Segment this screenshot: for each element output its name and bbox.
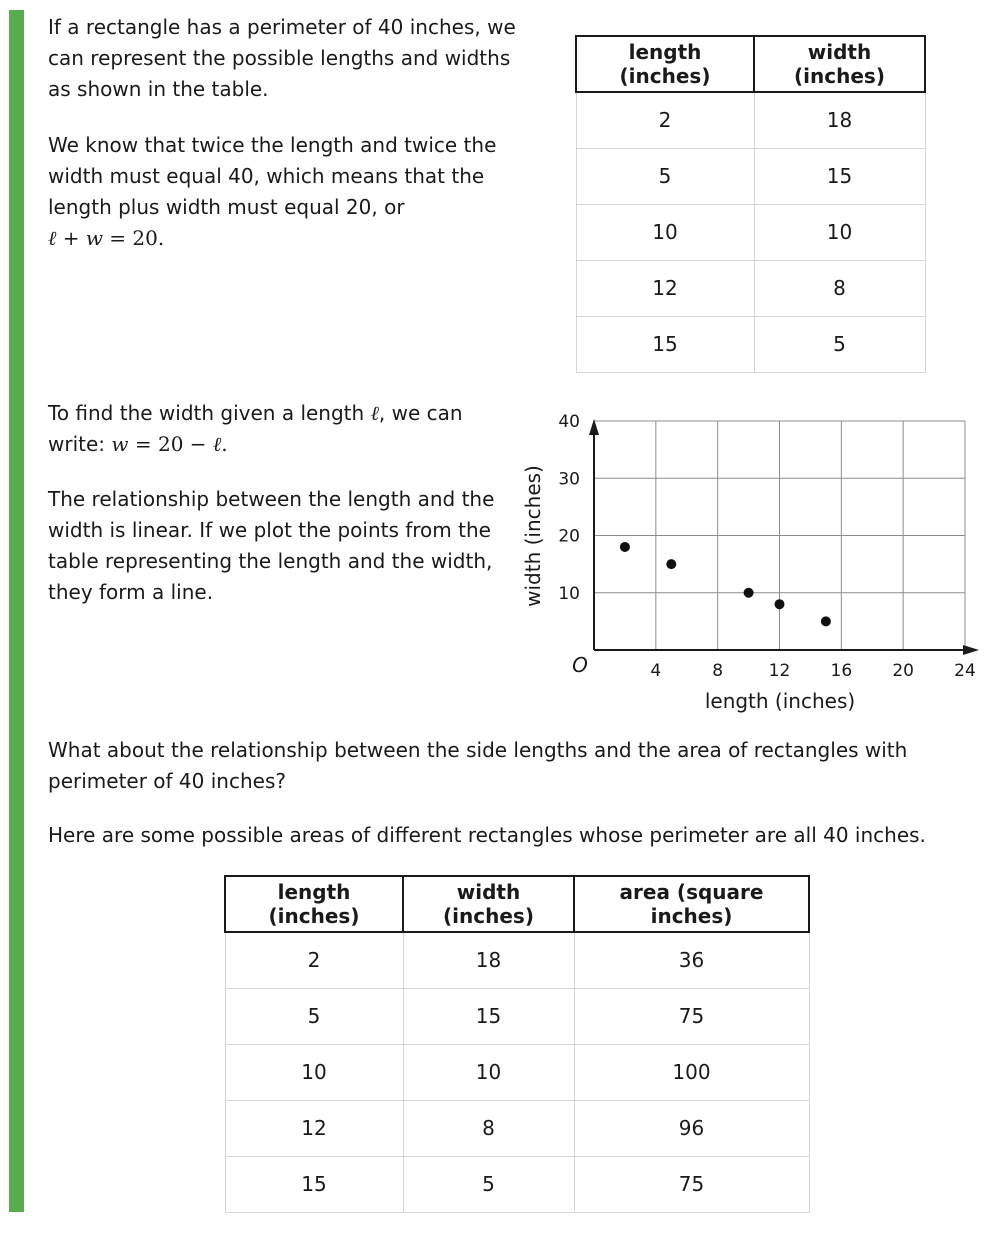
math-ell: ℓ [212,432,222,456]
data-point [666,559,676,569]
table-cell: 15 [403,988,574,1044]
column-header: length (inches) [576,36,754,92]
table-cell: 12 [225,1100,403,1156]
table-cell: 5 [403,1156,574,1212]
x-tick-label: 24 [954,661,976,681]
column-header: width (inches) [754,36,925,92]
column-header: length (inches) [225,876,403,932]
length-width-area-table [224,875,810,1213]
table-cell: 18 [403,932,574,988]
x-axis-arrow [963,645,979,655]
table-row [576,148,925,204]
sum-paragraph [48,130,508,254]
linear-relationship-paragraph: The relationship between the length and the width is linear. If we plot the points from the table representing the length and the width, they form a line. [48,487,495,604]
y-tick-label: 10 [558,583,580,604]
math-ell: ℓ [48,226,57,250]
table-cell: 15 [576,316,754,372]
data-point [775,599,785,609]
table-header-row [225,876,809,932]
table-cell: 5 [225,988,403,1044]
x-tick-label: 20 [892,661,914,681]
y-tick-label: 30 [558,469,580,490]
table-cell: 8 [403,1100,574,1156]
y-tick-label: 20 [558,526,580,547]
area-question-paragraph: What about the relationship between the side lengths and the area of rectangles with perimeter of 40 inches? [48,738,908,793]
table-cell: 75 [574,1156,809,1212]
table-row [225,988,809,1044]
y-tick-label: 40 [558,412,580,432]
data-point [821,616,831,626]
width-formula-paragraph [48,398,508,460]
table-cell: 5 [754,316,925,372]
origin-label: O [572,653,588,677]
math-ell: ℓ [370,401,379,425]
table-cell: 100 [574,1044,809,1100]
table-row [576,260,925,316]
x-axis-label: length (inches) [704,689,856,713]
table-cell: 2 [576,92,754,148]
column-header: width (inches) [403,876,574,932]
y-axis-label: width (inches) [521,465,545,607]
table-row [225,932,809,988]
formula-text: , we can write: [48,401,463,456]
table-cell: 10 [225,1044,403,1100]
x-tick-label: 4 [650,661,662,681]
plot-grid [594,421,965,650]
length-width-scatter-plot [510,400,985,715]
data-point [620,542,630,552]
sum-equation [48,226,164,250]
data-point [744,588,754,598]
table-row [576,204,925,260]
x-tick-label: 8 [712,661,724,681]
table-header-row [576,36,925,92]
table-row [576,92,925,148]
math-plus: + [56,226,86,250]
table-cell: 10 [403,1044,574,1100]
math-period: . [221,432,228,456]
table-cell: 10 [754,204,925,260]
table-row [225,1044,809,1100]
table-row [225,1100,809,1156]
width-equation [111,432,227,456]
table-row [576,316,925,372]
length-width-table [575,35,926,373]
plot-axes [589,419,979,655]
math-rhs: = 20 − [128,432,213,456]
math-w: w [85,226,103,250]
table-cell: 15 [225,1156,403,1212]
math-w: w [111,432,129,456]
table-cell: 15 [754,148,925,204]
table-cell: 5 [576,148,754,204]
activity-marker-bar [9,10,24,1212]
area-intro-paragraph: Here are some possible areas of different rectangles whose perimeter are all 40 inches. [48,823,926,847]
intro-paragraph: If a rectangle has a perimeter of 40 inches, we can represent the possible lengths and widths as shown in the table. [48,15,516,101]
math-equals: = 20. [102,226,165,250]
table-cell: 75 [574,988,809,1044]
table-cell: 12 [576,260,754,316]
table-cell: 96 [574,1100,809,1156]
table-row [225,1156,809,1212]
plot-points [620,542,831,626]
table-cell: 2 [225,932,403,988]
x-tick-label: 16 [830,661,853,681]
sum-paragraph-text: We know that twice the length and twice the width must equal 40, which means that the length plus width must equal 20, or [48,133,497,219]
table-cell: 36 [574,932,809,988]
x-tick-label: 12 [768,661,791,681]
table-cell: 10 [576,204,754,260]
table-cell: 8 [754,260,925,316]
column-header: area (square inches) [574,876,809,932]
table-cell: 18 [754,92,925,148]
formula-text: To find the width given a length [48,401,365,425]
